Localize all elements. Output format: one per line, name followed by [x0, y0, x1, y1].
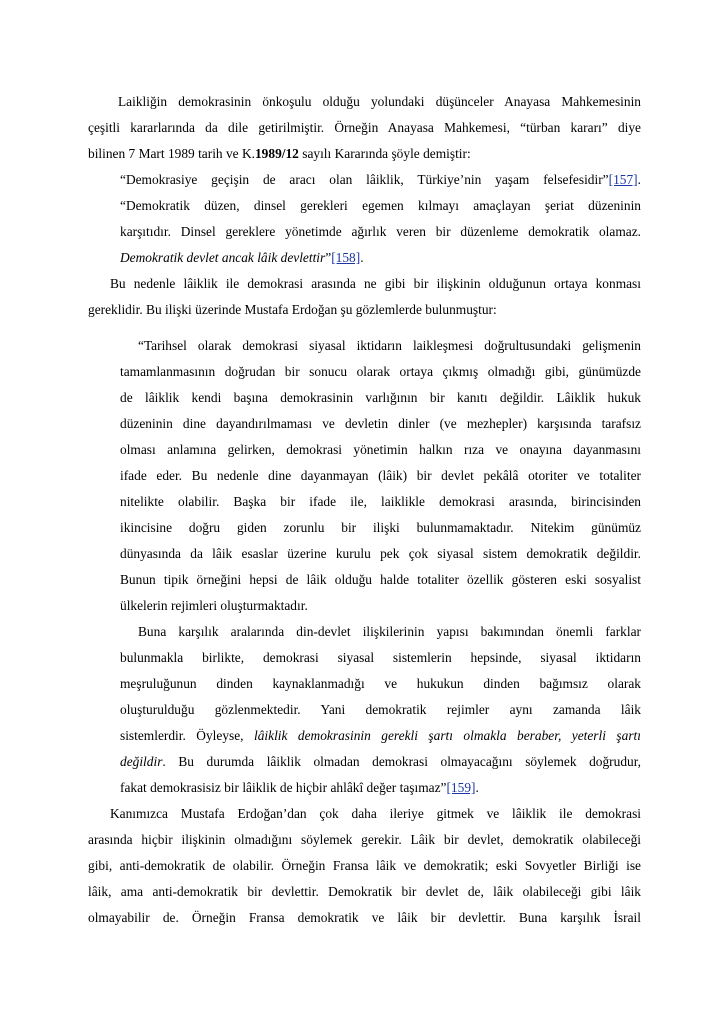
text-line: meşruluğunun dinden kaynaklanmadığı ve hukukun dinden bağımsız olarak — [120, 676, 641, 691]
text-line: karşıtıdır. Dinsel gereklere yönetimde ağırlık veren bir düzenleme demokratik olamaz. — [120, 224, 641, 239]
quote-erdogan-1 — [120, 333, 641, 619]
text-line: değildir. Bu durumda lâiklik olmadan demokrasi olmayacağını söylemek doğrudur, — [120, 754, 641, 769]
footnote-link-159[interactable]: [159] — [446, 780, 476, 795]
text-line: gereklidir. Bu ilişki üzerinde Mustafa Erdoğan şu gözlemlerde bulunmuştur: — [88, 302, 497, 317]
quote-erdogan-2 — [120, 619, 641, 801]
text-line: çeşitli kararlarında da dile getirilmiştir. Örneğin Anayasa Mahkemesi, “türban kararı” diye — [88, 120, 641, 135]
paragraph-intro — [88, 89, 641, 167]
text-line: “Demokratik düzen, dinsel gerekleri egemen kılmayı amaçlayan şeriat düzeninin — [120, 198, 641, 213]
text-line: bilinen 7 Mart 1989 tarih ve K.1989/12 sayılı Kararında şöyle demiştir: — [88, 146, 471, 161]
text-line: ikincisine doğru giden zorunlu bir ilişki bulunmamaktadır. Nitekim günümüz — [120, 520, 641, 535]
text-line: arasında hiçbir ilişkinin olmadığını söylemek gerekir. Lâik bir devlet, demokratik olabileceği — [88, 832, 641, 847]
text-line: olması anlamına gelirken, demokrasi yönetimin halkın rıza ve onayına dayanmasını — [120, 442, 641, 457]
text-line: Bunun tipik örneğini hepsi de lâik olduğu halde totaliter özellik gösteren eski sosyalist — [120, 572, 641, 587]
text-line: Laikliğin demokrasinin önkoşulu olduğu yolundaki düşünceler Anayasa Mahkemesinin — [118, 94, 641, 109]
text-line: sistemlerdir. Öyleyse, lâiklik demokrasinin gerekli şartı olmakla beraber, yeterli şartı — [120, 728, 641, 743]
text-line: “Demokrasiye geçişin de aracı olan lâiklik, Türkiye’nin yaşam felsefesidir”[157]. — [120, 172, 641, 187]
text-line: lâik, ama anti-demokratik bir devlettir. Demokratik bir devlet de, lâik olabileceği gibi lâik — [88, 884, 641, 899]
text-line: düzeninin dine dayandırılmaması ve devletin dinler (ve mezhepler) karşısında tarafsız — [120, 416, 641, 431]
decision-number: 1989/12 — [254, 146, 299, 161]
text-line: Demokratik devlet ancak lâik devlettir”[158]. — [120, 250, 364, 265]
text-line: ülkelerin rejimleri oluşturmaktadır. — [120, 598, 308, 613]
text-line: tamamlanmasının doğrudan bir sonucu olarak ortaya çıkmış olmadığı gibi, günümüzde — [120, 364, 641, 379]
text-line: oluşturulduğu gözlenmektedir. Yani demokratik rejimler aynı zamanda lâik — [120, 702, 641, 717]
text-line: Kanımızca Mustafa Erdoğan’dan çok daha ileriye gitmek ve lâiklik ile demokrasi — [110, 806, 641, 821]
quote-court — [120, 167, 641, 271]
footnote-link-158[interactable]: [158] — [331, 250, 361, 265]
text-line: bulunmakla birlikte, demokrasi siyasal sistemlerin hepsinde, siyasal iktidarın — [120, 650, 641, 665]
text-line: dünyasında da lâik esaslar üzerine kurulu pek çok siyasal sistem demokratik değildir. — [120, 546, 641, 561]
text-line: olmayabilir de. Örneğin Fransa demokratik ve lâik bir devlettir. Buna karşılık İsrail — [88, 910, 641, 925]
paragraph-conclusion — [88, 801, 641, 931]
footnote-link-157[interactable]: [157] — [608, 172, 638, 187]
text-line: gibi, anti-demokratik de olabilir. Örneğin Fransa lâik ve demokratik; eski Sovyetler Birliği ise — [88, 858, 641, 873]
text-line: Bu nedenle lâiklik ile demokrasi arasında ne gibi bir ilişkinin olduğunun ortaya konması — [110, 276, 641, 291]
text-line: de lâiklik kendi başına demokrasinin varlığının bir kanıtı değildir. Lâiklik hukuk — [120, 390, 641, 405]
text-line: Buna karşılık aralarında din-devlet ilişkilerinin yapısı bakımından önemli farklar — [138, 624, 641, 639]
text-line: nitelikte olabilir. Başka bir ifade ile, laiklikle demokrasi arasında, birincisinden — [120, 494, 641, 509]
text-line: fakat demokrasisiz bir lâiklik de hiçbir ahlâkî değer taşımaz”[159]. — [120, 780, 479, 795]
text-line: ifade eder. Bu nedenle dine dayanmayan (lâik) bir devlet pekâlâ otoriter ve totaliter — [120, 468, 641, 483]
paragraph-relation — [88, 271, 641, 323]
text-line: “Tarihsel olarak demokrasi siyasal iktidarın laikleşmesi doğrultusundaki gelişmenin — [138, 338, 641, 353]
